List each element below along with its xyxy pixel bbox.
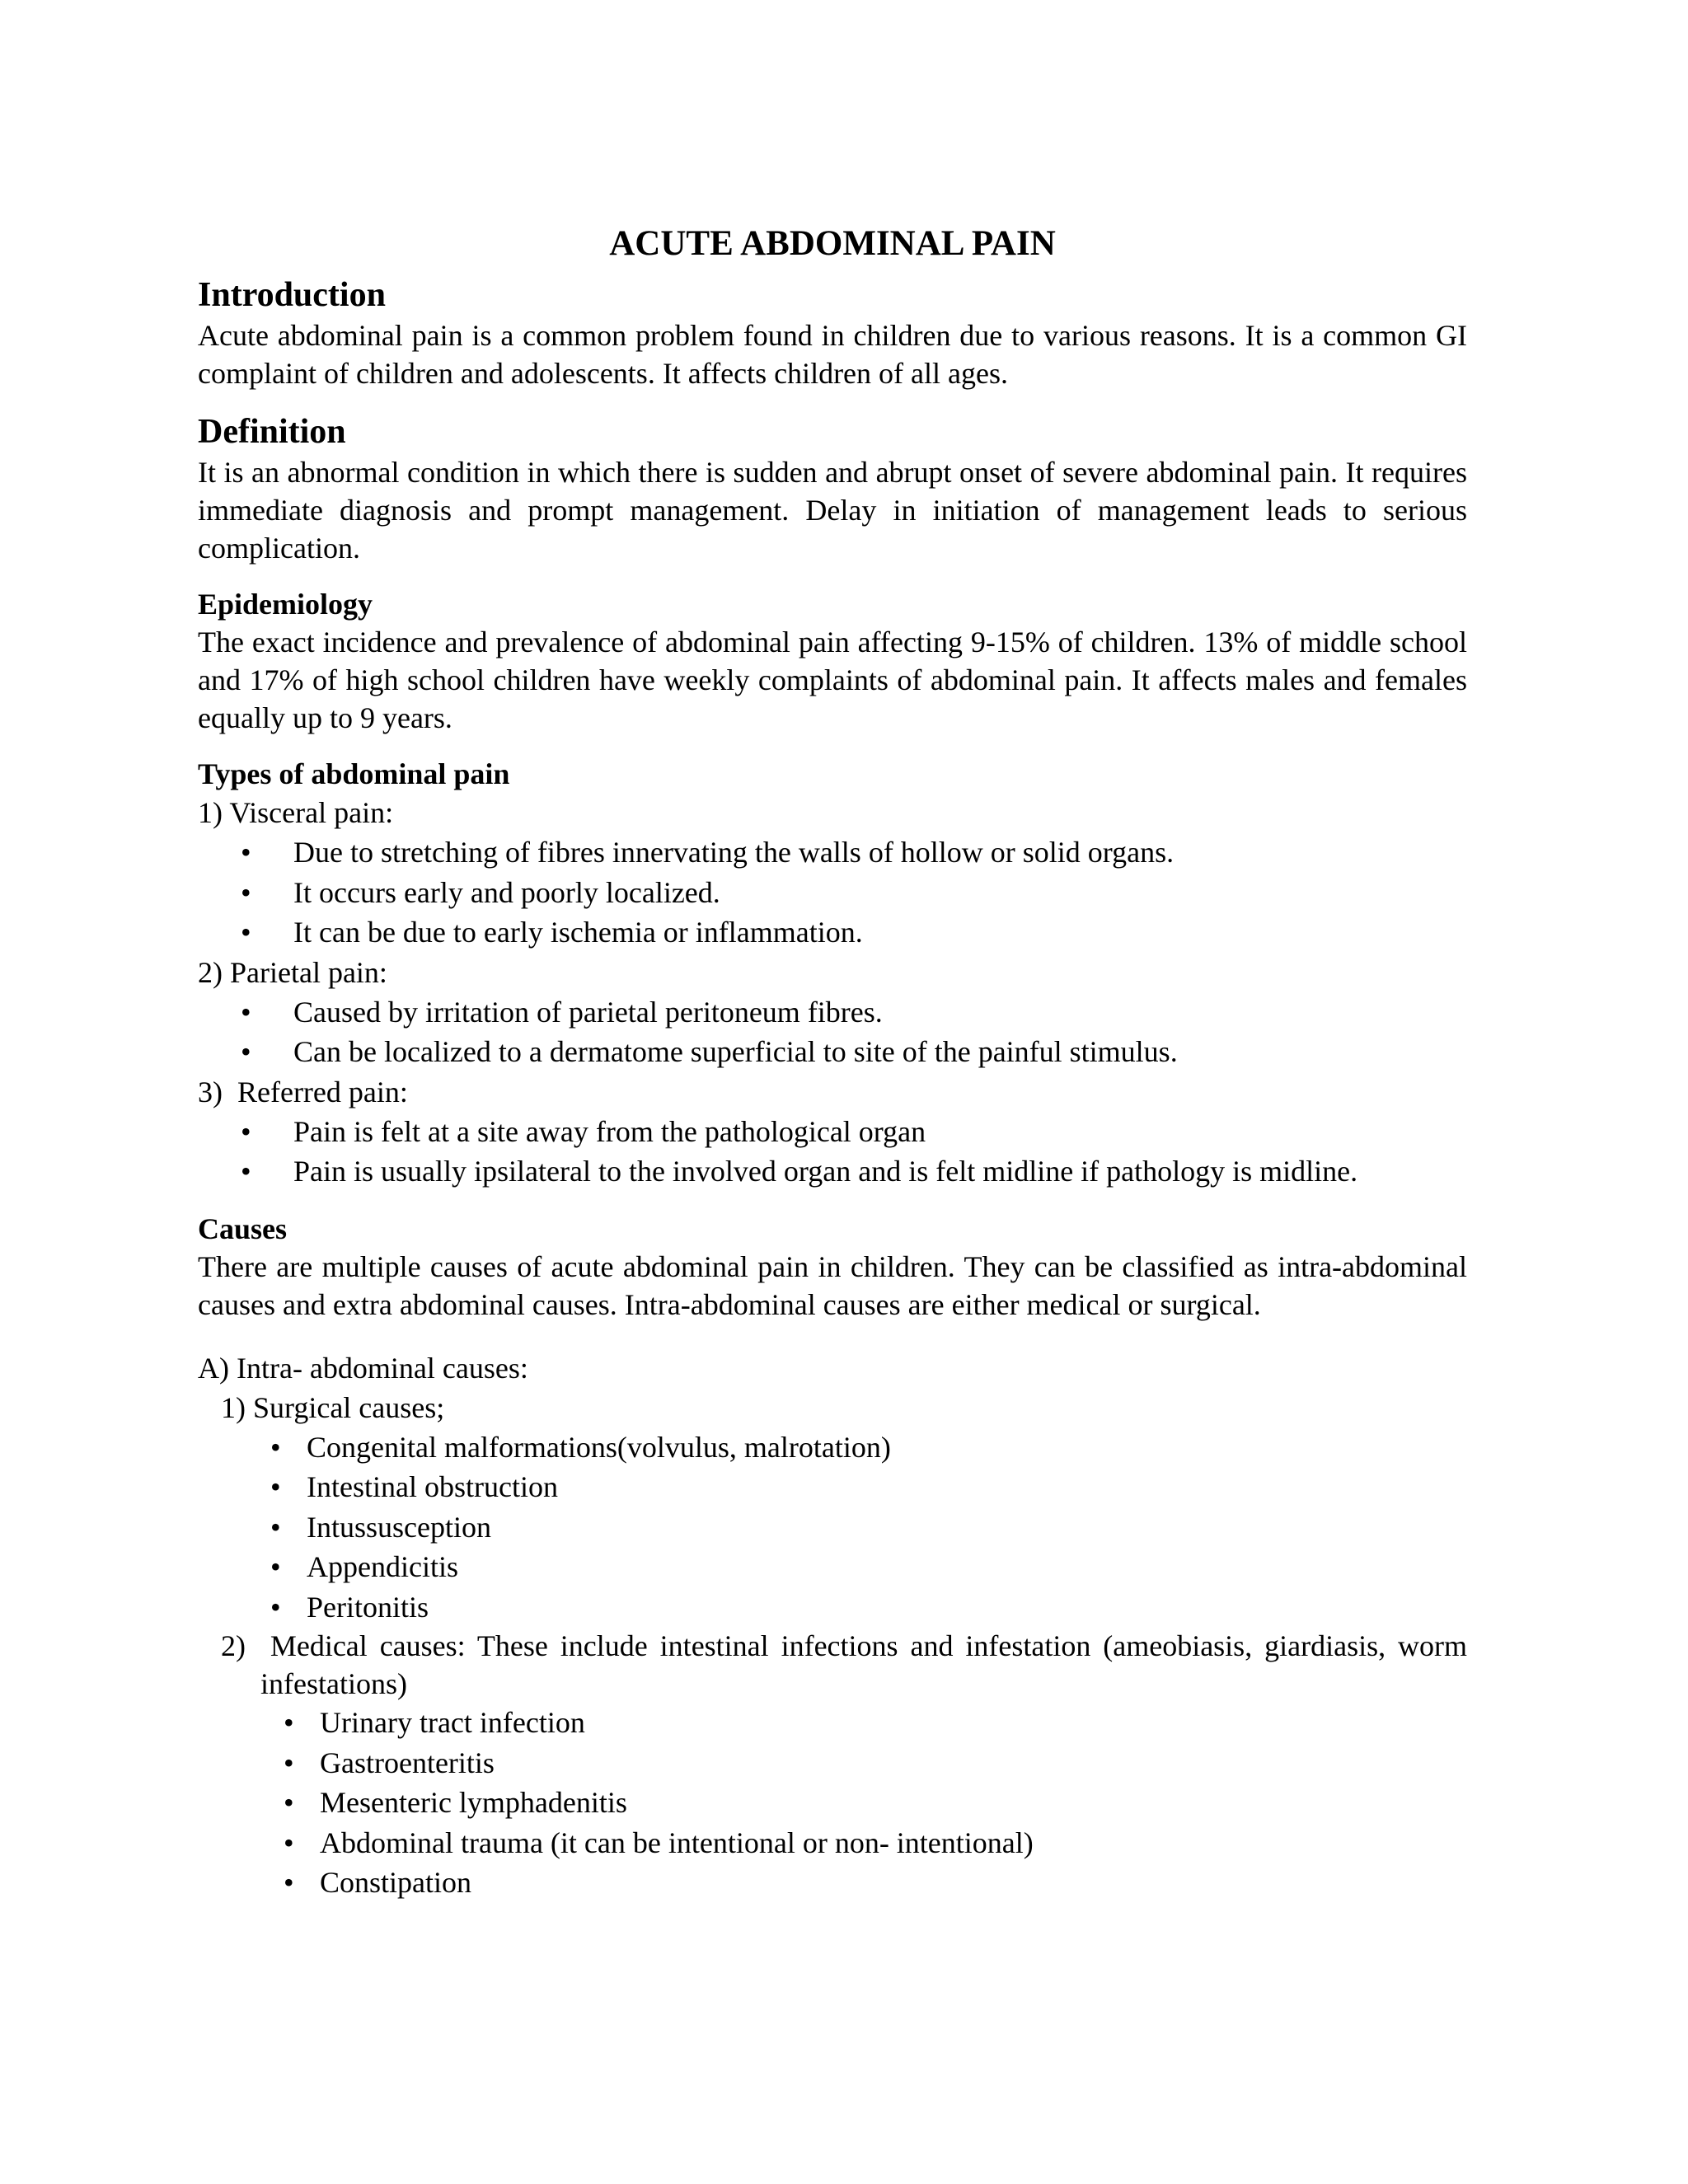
bullet-icon: •	[241, 916, 251, 949]
bullet-icon: •	[284, 1786, 294, 1819]
list-item: • Mesenteric lymphadenitis	[284, 1783, 1467, 1823]
introduction-heading: Introduction	[198, 276, 386, 314]
list-item: • Caused by irritation of parietal peritoneum fibres.	[241, 992, 1467, 1033]
type-label-visceral: 1) Visceral pain:	[198, 796, 394, 829]
bullet-icon: •	[241, 995, 251, 1029]
bullet-icon: •	[270, 1430, 281, 1464]
medical-causes-label: 2) Medical causes: These include intestinal infections and infestation (ameobiasis, giardiasis, worm infestations)	[221, 1629, 1475, 1700]
list-item: • Constipation	[284, 1863, 1467, 1903]
bullet-icon: •	[241, 1155, 251, 1188]
bullet-icon: •	[284, 1825, 294, 1859]
bullet-icon: •	[270, 1590, 281, 1624]
epidemiology-heading: Epidemiology	[198, 588, 373, 621]
bullet-icon: •	[270, 1550, 281, 1583]
surgical-causes-list	[270, 1427, 1467, 1628]
list-item: • Congenital malformations(volvulus, malrotation)	[270, 1427, 1467, 1468]
parietal-list	[241, 992, 1467, 1072]
type-label-parietal: 2) Parietal pain:	[198, 955, 387, 989]
intra-abdominal-label: A) Intra- abdominal causes:	[198, 1351, 528, 1385]
bullet-icon: •	[284, 1706, 294, 1739]
bullet-icon: •	[241, 1114, 251, 1148]
list-item: • Abdominal trauma (it can be intentional or non- intentional)	[284, 1823, 1467, 1863]
bullet-icon: •	[241, 875, 251, 909]
list-item: • Can be localized to a dermatome superficial to site of the painful stimulus.	[241, 1032, 1467, 1072]
list-item: • Pain is usually ipsilateral to the involved organ and is felt midline if pathology is midline.	[241, 1151, 1467, 1192]
list-item: • Pain is felt at a site away from the pathological organ	[241, 1112, 1467, 1152]
bullet-icon: •	[241, 1035, 251, 1068]
bullet-icon: •	[270, 1510, 281, 1544]
epidemiology-text: The exact incidence and prevalence of abdominal pain affecting 9-15% of children. 13% of middle school and 17% of high school children have weekly complaints of abdominal pain. It affects males and females equally up to 9 years.	[198, 626, 1467, 734]
document-page	[198, 223, 1475, 1903]
list-item: • It can be due to early ischemia or inflammation.	[241, 912, 1467, 953]
list-item: • Intussusception	[270, 1507, 1467, 1548]
medical-causes-list	[284, 1703, 1467, 1903]
definition-heading: Definition	[198, 413, 346, 451]
introduction-text: Acute abdominal pain is a common problem found in children due to various reasons. It is a common GI complaint of children and adolescents. It affects children of all ages.	[198, 319, 1467, 390]
list-item: • Urinary tract infection	[284, 1703, 1467, 1743]
causes-heading: Causes	[198, 1212, 288, 1245]
list-item: • Appendicitis	[270, 1547, 1467, 1587]
list-item: • Peritonitis	[270, 1587, 1467, 1628]
visceral-list	[241, 832, 1467, 953]
bullet-icon: •	[284, 1866, 294, 1899]
list-item: • Gastroenteritis	[284, 1743, 1467, 1783]
list-item: • Intestinal obstruction	[270, 1467, 1467, 1507]
list-item: • It occurs early and poorly localized.	[241, 873, 1467, 913]
list-item: • Due to stretching of fibres innervating the walls of hollow or solid organs.	[241, 832, 1467, 873]
type-label-referred: 3) Referred pain:	[198, 1075, 408, 1108]
types-heading: Types of abdominal pain	[198, 757, 510, 790]
definition-text: It is an abnormal condition in which there is sudden and abrupt onset of severe abdominal pain. It requires immediate diagnosis and prompt management. Delay in initiation of management leads to serious complication.	[198, 456, 1467, 565]
bullet-icon: •	[241, 836, 251, 869]
bullet-icon: •	[270, 1470, 281, 1503]
causes-text: There are multiple causes of acute abdominal pain in children. They can be classified as intra-abdominal causes and extra abdominal causes. Intra-abdominal causes are either medical or surgical.	[198, 1249, 1467, 1321]
document-title: ACUTE ABDOMINAL PAIN	[609, 224, 1056, 263]
surgical-causes-label: 1) Surgical causes;	[221, 1390, 445, 1424]
referred-list	[241, 1112, 1467, 1192]
bullet-icon: •	[284, 1746, 294, 1779]
